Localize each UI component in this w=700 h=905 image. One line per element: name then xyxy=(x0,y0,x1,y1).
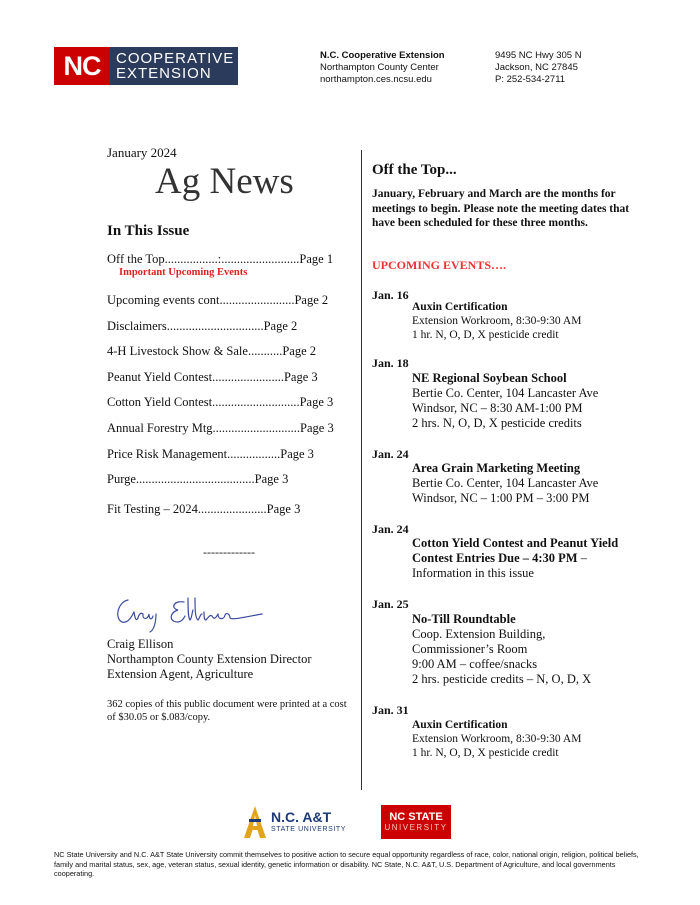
toc-item: Annual Forestry Mtg............................Page 3 xyxy=(107,421,334,435)
toc-item: Price Risk Management.................Page 3 xyxy=(107,447,314,461)
aggie-a-icon xyxy=(243,805,267,839)
event-details xyxy=(412,612,642,687)
event-line: Bertie Co. Center, 104 Lancaster Ave xyxy=(412,476,599,490)
toc-item: Peanut Yield Contest.......................Page 3 xyxy=(107,370,318,384)
signer-block xyxy=(107,637,311,682)
event-title: NE Regional Soybean School xyxy=(412,371,567,385)
event-line: Coop. Extension Building, xyxy=(412,627,546,641)
org-name: N.C. Cooperative Extension xyxy=(320,50,445,61)
event-line: 1 hr. N, O, D, X pesticide credit xyxy=(412,329,559,341)
toc-item: Purge......................................Page 3 xyxy=(107,472,289,486)
toc-item: 4-H Livestock Show & Sale...........Page 2 xyxy=(107,344,317,358)
copies-note: 362 copies of this public document were printed at a cost of $30.05 or $.083/copy. xyxy=(107,699,347,723)
event-line: 9:00 AM – coffee/snacks xyxy=(412,657,538,671)
event-line: 1 hr. N, O, D, X pesticide credit xyxy=(412,747,559,759)
event-line: Extension Workroom, 8:30-9:30 AM xyxy=(412,315,582,327)
event-details xyxy=(412,371,642,431)
toc-item: Off the Top.................:.........................Page 1 xyxy=(107,252,334,266)
off-the-top-title: Off the Top... xyxy=(372,162,457,178)
ncstate-line-2: UNIVERSITY xyxy=(384,823,448,832)
city: Jackson, NC 27845 xyxy=(495,62,578,73)
aandt-name: N.C. A&T xyxy=(271,809,332,825)
event-tail: – Information in this issue xyxy=(412,551,587,580)
equal-opportunity-statement: NC State University and N.C. A&T State University commit themselves to positive action to secure equal opportunity regardless of race, color, national origin, religion, political beliefs, family and marital status, sex, age, veteran status, sexual identity, genetic information or disability. NC State, N.C. A&T, U.S. Department of Agriculture, and local governments cooperating. xyxy=(54,850,639,878)
logo-line-2: EXTENSION xyxy=(116,65,212,82)
logo-line-1: COOPERATIVE xyxy=(116,50,235,67)
nc-aandt-logo xyxy=(243,805,346,839)
in-this-issue-heading: In This Issue xyxy=(107,223,190,239)
toc-item: Fit Testing – 2024......................Page 3 xyxy=(107,502,301,516)
event-title: Area Grain Marketing Meeting xyxy=(412,461,581,475)
upcoming-events-heading: UPCOMING EVENTS…. xyxy=(372,258,507,272)
event-details xyxy=(412,300,642,342)
event-line: Extension Workroom, 8:30-9:30 AM xyxy=(412,733,582,745)
street: 9495 NC Hwy 305 N xyxy=(495,50,582,61)
event-date: Jan. 31 xyxy=(372,703,409,717)
signer-title-1: Northampton County Extension Director xyxy=(107,652,312,666)
header-address xyxy=(495,50,582,86)
website: northampton.ces.ncsu.edu xyxy=(320,74,432,85)
column-divider xyxy=(361,150,362,790)
toc-item: Disclaimers...............................Page 2 xyxy=(107,319,298,333)
event-details xyxy=(412,536,627,581)
logo-wordmark xyxy=(110,47,238,85)
newsletter-title: Ag News xyxy=(155,161,294,202)
event-title: Auxin Certification xyxy=(412,301,508,313)
event-line: Windsor, NC – 1:00 PM – 3:00 PM xyxy=(412,491,590,505)
event-line: 2 hrs. pesticide credits – N, O, D, X xyxy=(412,672,592,686)
nc-state-logo xyxy=(381,805,451,839)
ncstate-line-1: NC STATE xyxy=(389,811,443,823)
handwritten-signature xyxy=(112,588,272,634)
event-details xyxy=(412,718,642,760)
event-date: Jan. 16 xyxy=(372,288,409,302)
event-title: Cotton Yield Contest and Peanut Yield Contest Entries Due – 4:30 PM xyxy=(412,536,619,565)
section-divider-dashes: ------------- xyxy=(203,545,255,559)
off-the-top-intro: January, February and March are the months for meetings to begin. Please note the meeting dates that have been scheduled for these three months. xyxy=(372,188,630,229)
event-line: Bertie Co. Center, 104 Lancaster Ave xyxy=(412,386,599,400)
logo-nc-mark: NC xyxy=(54,47,110,85)
phone: P: 252-534-2711 xyxy=(495,74,566,85)
event-line: Commissioner’s Room xyxy=(412,642,528,656)
event-details xyxy=(412,461,642,506)
signer-name: Craig Ellison xyxy=(107,637,174,651)
event-date: Jan. 25 xyxy=(372,597,409,611)
aandt-subtitle: STATE UNIVERSITY xyxy=(271,826,347,833)
header-center-info xyxy=(320,50,445,86)
event-title: No-Till Roundtable xyxy=(412,612,516,626)
center-name: Northampton County Center xyxy=(320,62,439,73)
toc-item: Cotton Yield Contest............................Page 3 xyxy=(107,395,334,409)
toc-subitem: Important Upcoming Events xyxy=(119,267,248,278)
nc-cooperative-extension-logo xyxy=(54,47,238,85)
event-line: 2 hrs. N, O, D, X pesticide credits xyxy=(412,416,582,430)
event-date: Jan. 24 xyxy=(372,522,409,536)
event-line: Windsor, NC – 8:30 AM-1:00 PM xyxy=(412,401,583,415)
event-date: Jan. 18 xyxy=(372,356,409,370)
signer-title-2: Extension Agent, Agriculture xyxy=(107,667,254,681)
event-date: Jan. 24 xyxy=(372,447,409,461)
issue-date: January 2024 xyxy=(107,145,177,160)
toc-item: Upcoming events cont........................Page 2 xyxy=(107,293,329,307)
event-title: Auxin Certification xyxy=(412,719,508,731)
